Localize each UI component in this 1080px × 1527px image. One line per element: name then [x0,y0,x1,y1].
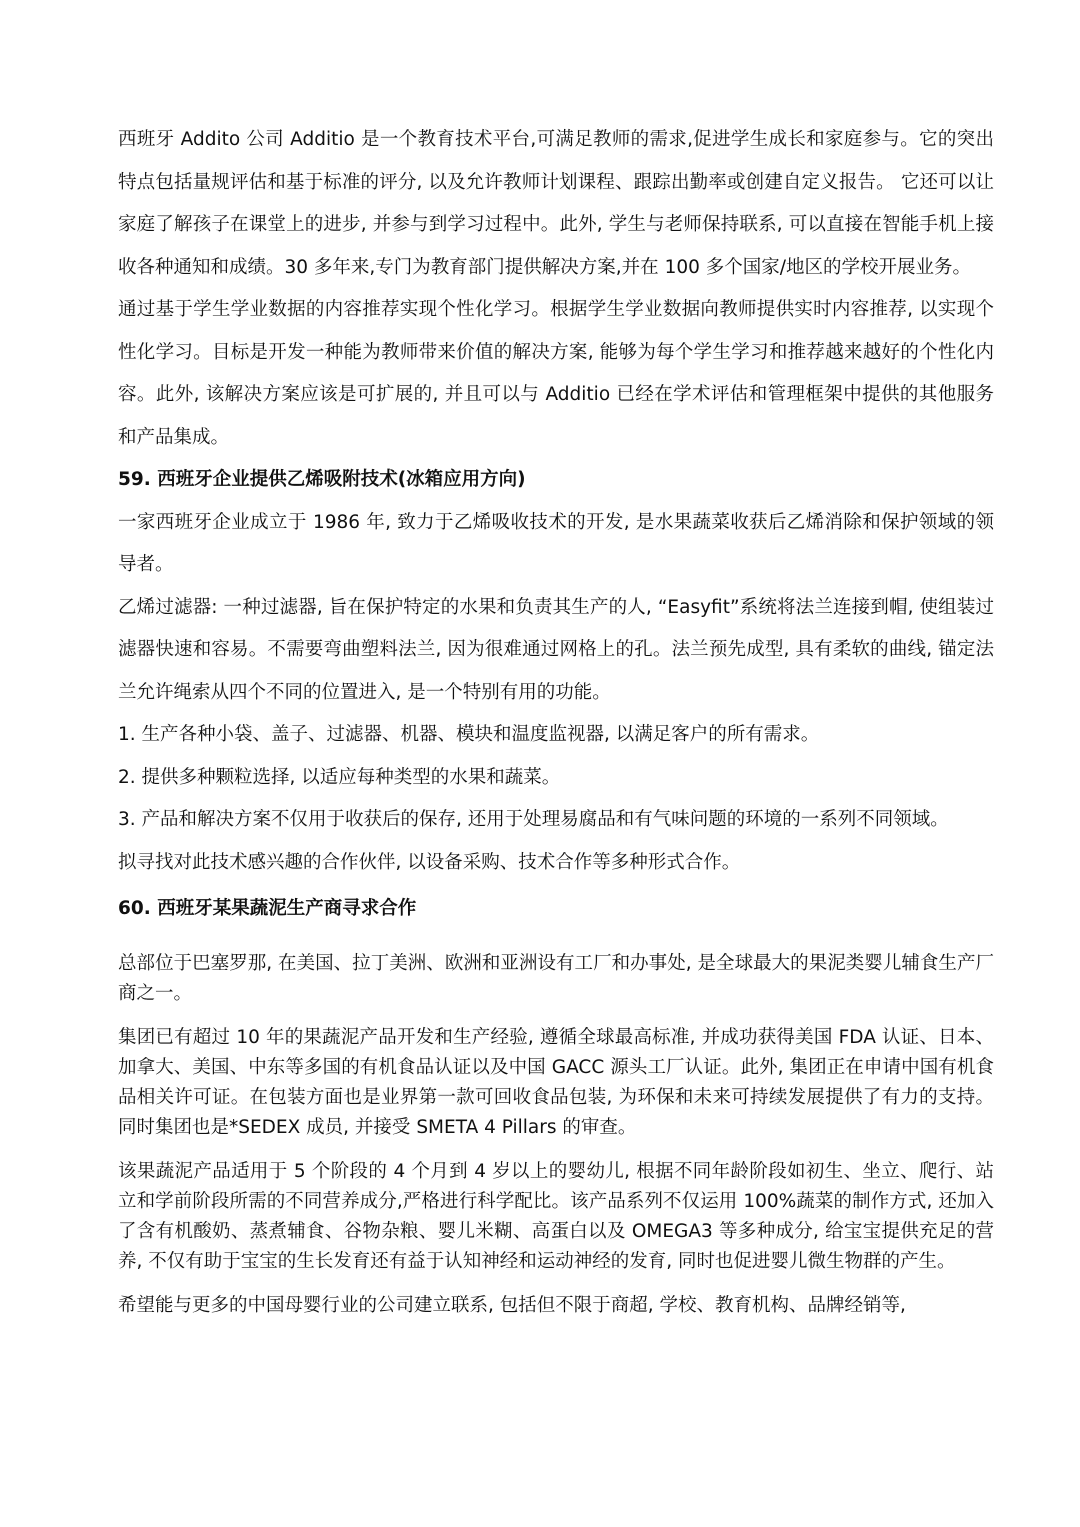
section-60-paragraph-3: 该果蔬泥产品适用于 5 个阶段的 4 个月到 4 岁以上的婴幼儿, 根据不同年龄阶段如初生、坐立、爬行、站立和学前阶段所需的不同营养成分,严格进行科学配比。该产品系列不仅运用 100%蔬菜的制作方式, 还加入了含有机酸奶、蒸煮辅食、谷物杂粮、婴儿米糊、高蛋白以及 OMEGA3 等多种成分, 给宝宝提供充足的营养, 不仅有助于宝宝的生长发育还有益于认知神经和运动神经的发育, 同时也促进婴儿微生物群的产生。 [118,1160,994,1272]
section-59-list-item-3: 3. 产品和解决方案不仅用于收获后的保存, 还用于处理易腐品和有气味问题的环境的一系列不同领域。 [118,809,949,830]
section-59-heading: 59. 西班牙企业提供乙烯吸附技术(冰箱应用方向) [118,469,526,490]
section-60-heading: 60. 西班牙某果蔬泥生产商寻求合作 [118,898,417,919]
section-60-paragraph-2: 集团已有超过 10 年的果蔬泥产品开发和生产经验, 遵循全球最高标准, 并成功获得美国 FDA 认证、日本、加拿大、美国、中东等多国的有机食品认证以及中国 GACC 源头工厂认证。此外, 集团正在申请中国有机食品相关许可证。在包装方面也是业界第一款可回收食品包装, 为环保和未来可持续发展提供了有力的支持。同时集团也是*SEDEX 成员, 并接受 SMETA 4 Pillars 的审查。 [118,1026,994,1138]
additio-paragraph-1: 西班牙 Addito 公司 Additio 是一个教育技术平台,可满足教师的需求,促进学生成长和家庭参与。它的突出特点包括量规评估和基于标准的评分, 以及允许教师计划课程、跟踪出勤率或创建自定义报告。 它还可以让家庭了解孩子在课堂上的进步, 并参与到学习过程中。此外, 学生与老师保持联系, 可以直接在智能手机上接收各种通知和成绩。30 多年来,专门为教育部门提供解决方案,并在 100 多个国家/地区的学校开展业务。 [118,129,994,278]
section-59-list-item-2: 2. 提供多种颗粒选择, 以适应每种类型的水果和蔬菜。 [118,766,561,788]
additio-paragraph-2: 通过基于学生学业数据的内容推荐实现个性化学习。根据学生学业数据向教师提供实时内容推荐, 以实现个性化学习。目标是开发一种能为教师带来价值的解决方案, 能够为每个学生学习和推荐越来越好的个性化内容。此外, 该解决方案应该是可扩展的, 并且可以与 Additio 已经在学术评估和管理框架中提供的其他服务和产品集成。 [118,299,994,448]
section-60-paragraph-4: 希望能与更多的中国母婴行业的公司建立联系, 包括但不限于商超, 学校、教育机构、品牌经销等, [118,1294,906,1316]
section-59-list-item-1: 1. 生产各种小袋、盖子、过滤器、机器、模块和温度监视器, 以满足客户的所有需求。 [118,724,820,745]
section-59-intro: 一家西班牙企业成立于 1986 年, 致力于乙烯吸收技术的开发, 是水果蔬菜收获后乙烯消除和保护领域的领导者。 [118,511,994,575]
section-59-closing: 拟寻找对此技术感兴趣的合作伙伴, 以设备采购、技术合作等多种形式合作。 [118,851,741,873]
document-page [118,119,994,1321]
section-59-filter-paragraph: 乙烯过滤器: 一种过滤器, 旨在保护特定的水果和负责其生产的人, “Easyfit”系统将法兰连接到帽, 使组装过滤器快速和容易。不需要弯曲塑料法兰, 因为很难通过网格上的孔。法兰预先成型, 具有柔软的曲线, 锚定法兰允许绳索从四个不同的位置进入, 是一个特别有用的功能。 [118,596,994,703]
section-60-paragraph-1: 总部位于巴塞罗那, 在美国、拉丁美洲、欧洲和亚洲设有工厂和办事处, 是全球最大的果泥类婴儿辅食生产厂商之一。 [118,952,994,1004]
